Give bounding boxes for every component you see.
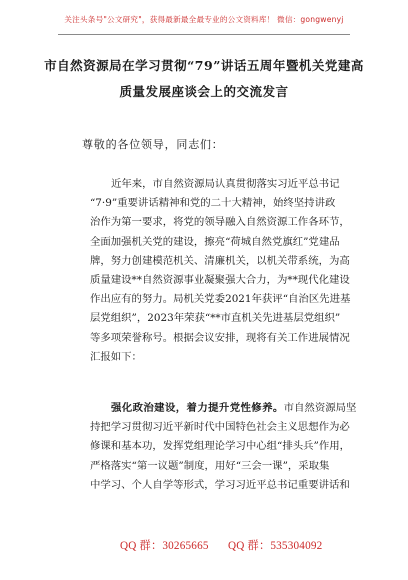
- paragraph-line: 牌，努力创建模范机关、清廉机关，以机关带系统，为高: [90, 254, 350, 267]
- paragraph-line: 作出应有的努力。局机关党委2021年获评“自治区先进基: [90, 293, 351, 306]
- document-title-line-2: 质量发展座谈会上的交流发言: [119, 84, 289, 99]
- paragraph-line: 等多项荣誉称号。根据会议安排，现将有关工作进展情况: [90, 331, 350, 344]
- paragraph-lead-line: [90, 399, 357, 418]
- paragraph-line: 持把学习贯彻习近平新时代中国特色社会主义思想作为必: [90, 421, 350, 434]
- header-banner: 关注头条号"公文研究"，获得最新最全最专业的公文资料库！ 微信：gongwenyj: [64, 15, 344, 24]
- paragraph-line: 修课和基本功，发挥党组理论学习中心组“排头兵”作用，: [90, 440, 350, 453]
- paragraph-line: 近年来，市自然资源局认真贯彻落实习近平总书记: [111, 178, 340, 190]
- paragraph-line: 严格落实“第一议题”制度，用好“三会一课”，采取集: [90, 459, 330, 472]
- header-divider: [58, 34, 350, 35]
- paragraph-line: “7·9”重要讲话精神和党的二十大精神，始终坚持讲政: [90, 197, 336, 210]
- paragraph-line: 质量建设**自然资源事业凝聚强大合力，为**现代化建设: [90, 273, 350, 286]
- paragraph-line: 治作为第一要求，将党的领导融入自然资源工作各环节，: [90, 216, 350, 229]
- paragraph-line: 汇报如下：: [90, 350, 142, 363]
- footer-qq-group-1: QQ 群：30265665: [120, 540, 209, 552]
- paragraph-line: 中学习、个人自学等形式，学习习近平总书记重要讲话和: [90, 478, 350, 491]
- paragraph-line: 层党组织”，2023年荣获“**市直机关先进基层党组织”: [90, 312, 341, 325]
- document-title-line-1: 市自然资源局在学习贯彻“79”讲话五周年暨机关党建高: [44, 58, 364, 73]
- paragraph-text: 市自然资源局坚: [283, 402, 357, 414]
- salutation: 尊敬的各位领导，同志们：: [82, 138, 224, 151]
- paragraph-intro: [90, 175, 351, 367]
- footer-qq-group-2: QQ 群：535304092: [228, 540, 323, 552]
- section-heading: 强化政治建设，着力提升党性修养。: [111, 402, 284, 414]
- paragraph-line: 全面加强机关党的建设，擦亮“荷城自然党旗红”党建品: [90, 235, 340, 248]
- paragraph-political-building: [90, 399, 357, 495]
